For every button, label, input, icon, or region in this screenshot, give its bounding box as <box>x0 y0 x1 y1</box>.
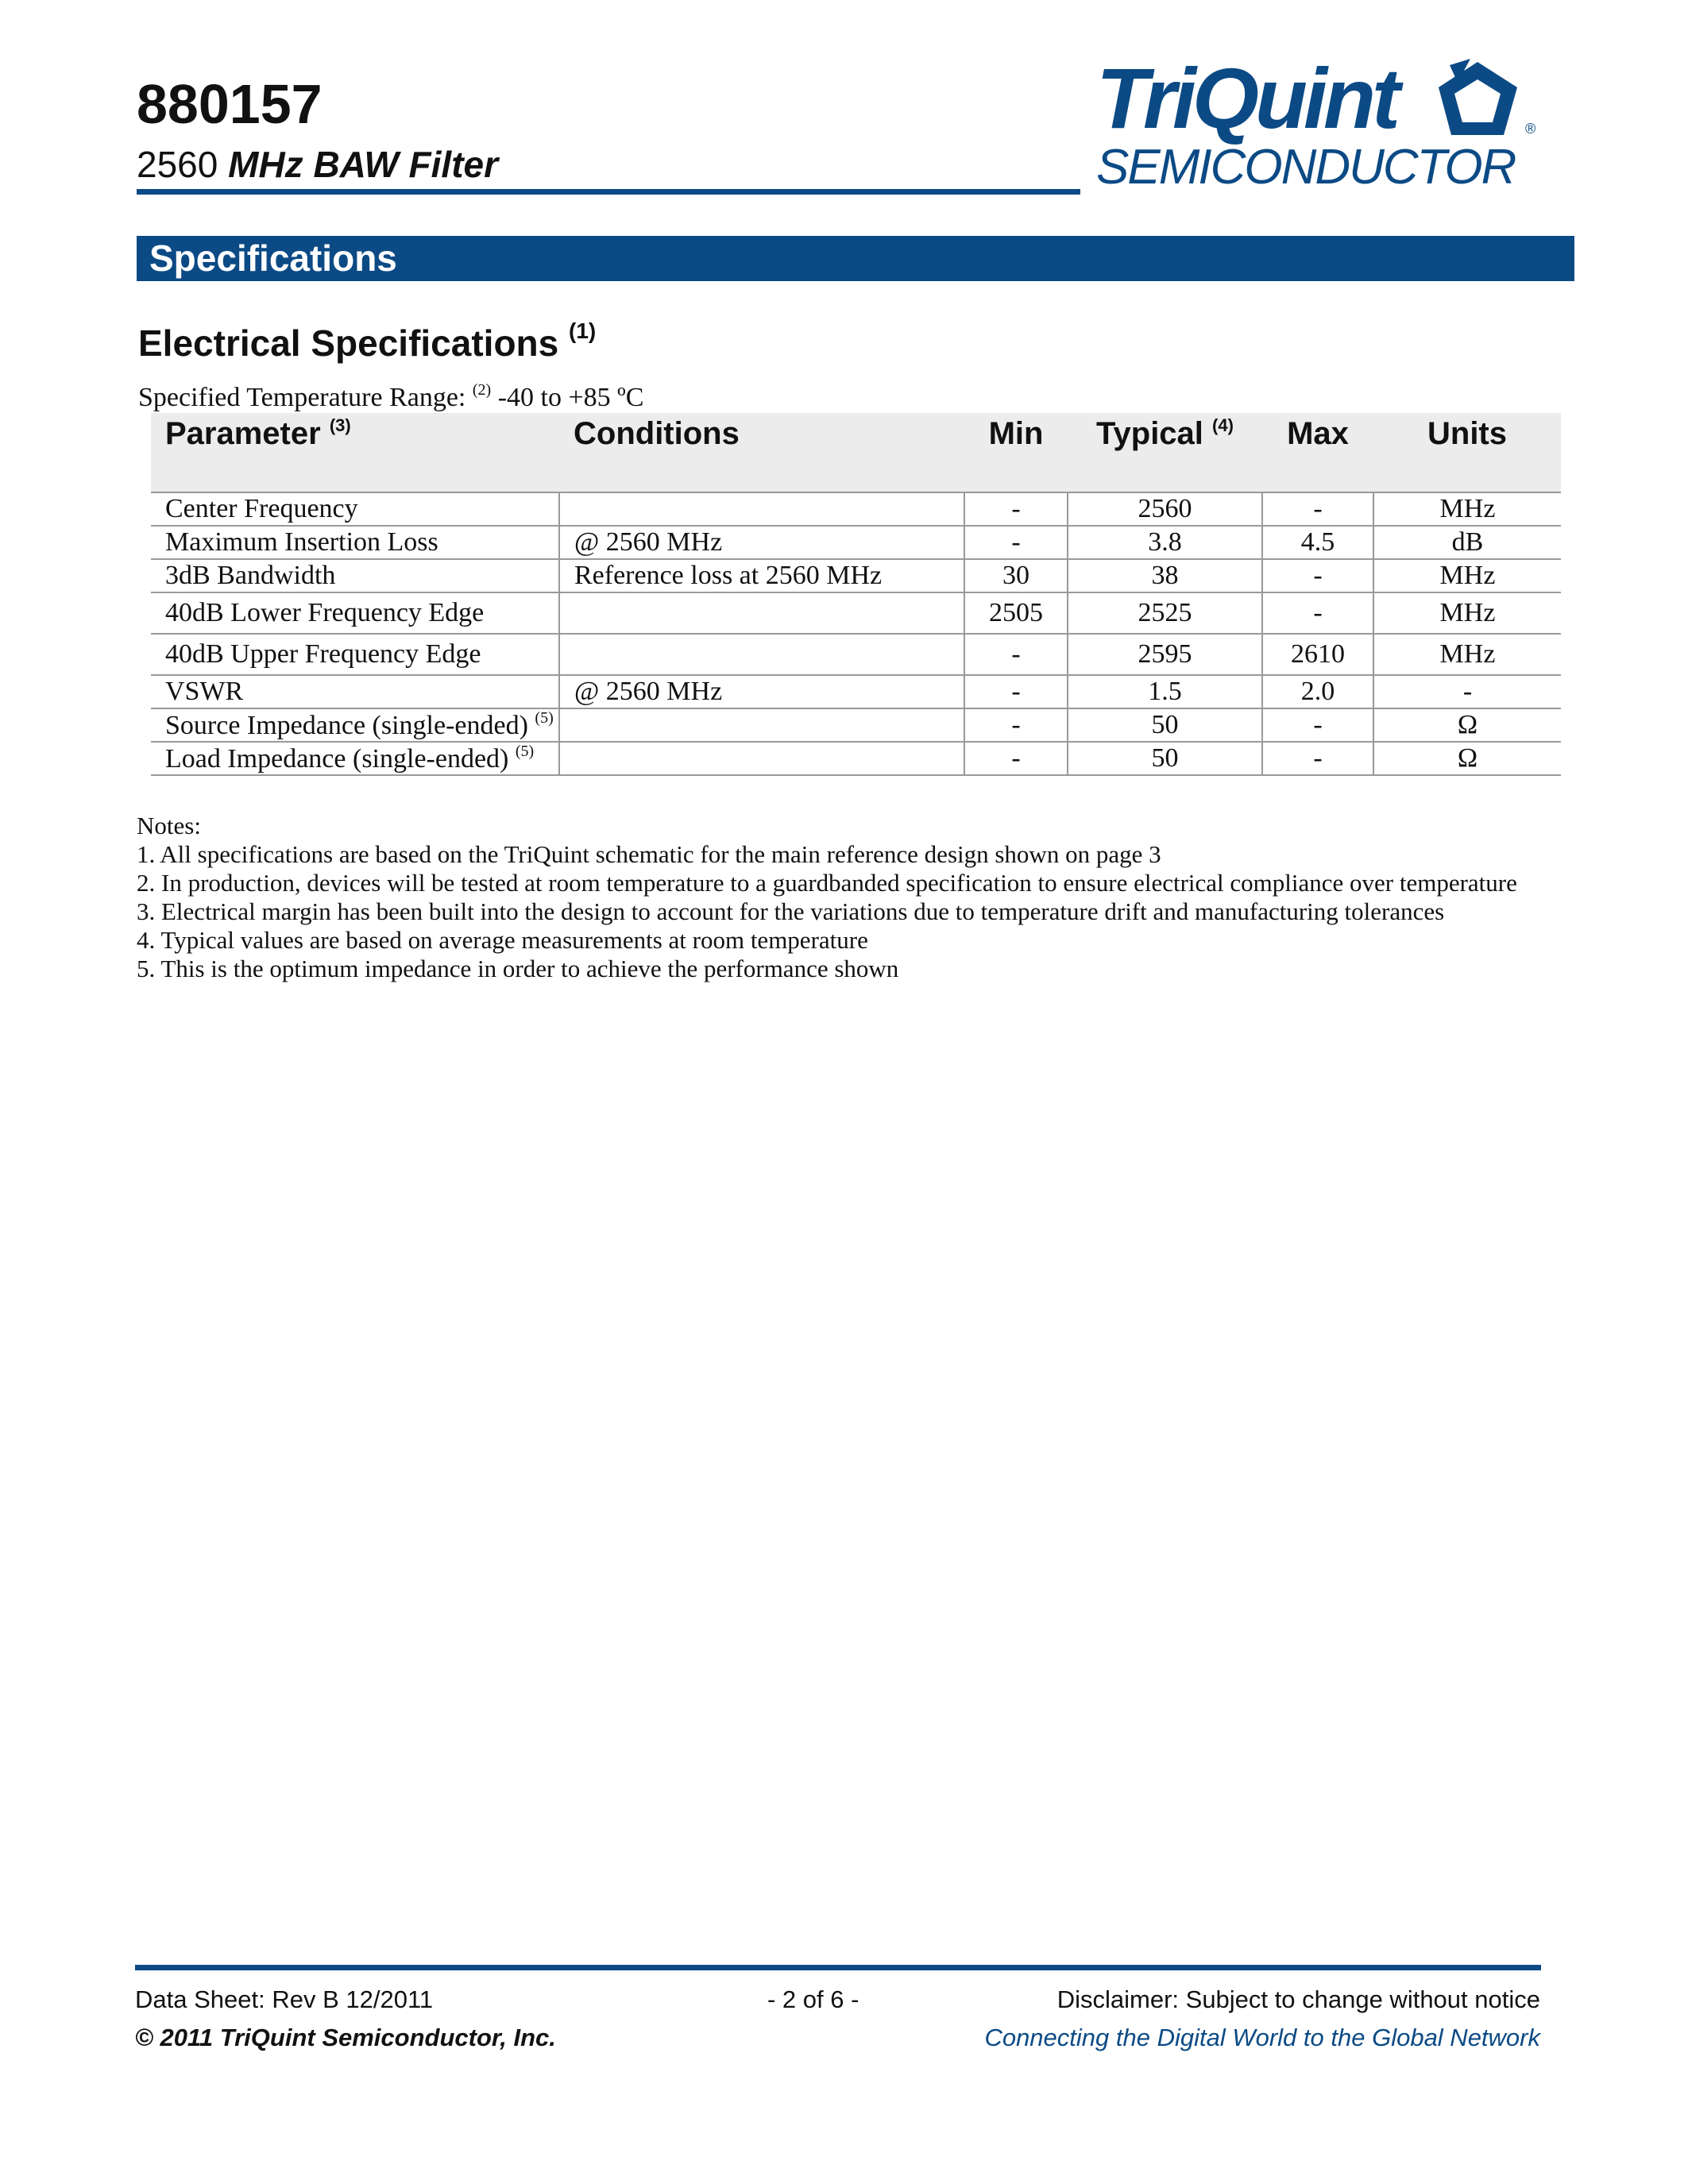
cell-units: - <box>1373 675 1561 708</box>
cell-units: Ω <box>1373 742 1561 775</box>
footnote-ref: (5) <box>535 709 554 727</box>
cell-min: - <box>964 634 1068 675</box>
note-item: 3. Electrical margin has been built into the design to account for the variations due to temperature drift and manufacturing tolerances <box>137 897 1445 925</box>
registered-mark: ® <box>1525 121 1536 137</box>
temperature-footnote-ref: (2) <box>472 381 492 399</box>
electrical-spec-table <box>151 413 1561 776</box>
table-header-row <box>151 413 1561 454</box>
section-header-bar <box>137 236 1574 281</box>
cell-max: - <box>1262 592 1373 634</box>
cell-conditions <box>559 592 964 634</box>
cell-max: - <box>1262 742 1373 775</box>
electrical-heading-text: Electrical Specifications <box>138 322 559 364</box>
cell-typical: 38 <box>1068 559 1262 592</box>
cell-parameter: 40dB Upper Frequency Edge <box>151 634 559 675</box>
cell-min: - <box>964 492 1068 526</box>
pentagon-logo-icon <box>1434 56 1529 143</box>
cell-parameter: Center Frequency <box>151 492 559 526</box>
cell-conditions <box>559 634 964 675</box>
cell-min: 30 <box>964 559 1068 592</box>
footer-copyright: © 2011 TriQuint Semiconductor, Inc. <box>135 2024 556 2051</box>
cell-typical: 2525 <box>1068 592 1262 634</box>
cell-max: 4.5 <box>1262 526 1373 559</box>
cell-max: 2610 <box>1262 634 1373 675</box>
cell-parameter: Load Impedance (single-ended) $^{(5)}$ <box>151 742 559 775</box>
cell-units: MHz <box>1373 634 1561 675</box>
footer-revision: Data Sheet: Rev B 12/2011 <box>135 1985 434 2013</box>
cell-units: MHz <box>1373 592 1561 634</box>
cell-conditions: @ 2560 MHz <box>559 526 964 559</box>
footer-page-number: - 2 of 6 - <box>767 1985 859 2013</box>
cell-max: - <box>1262 559 1373 592</box>
company-logo <box>1096 50 1549 199</box>
cell-min: - <box>964 742 1068 775</box>
footnote-ref: (5) <box>515 743 535 760</box>
electrical-specs-heading <box>138 319 596 364</box>
table-row <box>151 492 1561 526</box>
table-row <box>151 708 1561 742</box>
cell-typical: 1.5 <box>1068 675 1262 708</box>
temperature-label: Specified Temperature Range: <box>138 383 466 412</box>
cell-conditions: Reference loss at 2560 MHz <box>559 559 964 592</box>
header-units: Units <box>1373 413 1561 454</box>
footer-divider <box>135 1965 1541 1970</box>
cell-units: dB <box>1373 526 1561 559</box>
section-title: Specifications <box>149 237 397 279</box>
cell-parameter: 40dB Lower Frequency Edge <box>151 592 559 634</box>
cell-min: - <box>964 675 1068 708</box>
document-subtitle <box>137 146 498 183</box>
cell-units: MHz <box>1373 559 1561 592</box>
cell-parameter: Maximum Insertion Loss <box>151 526 559 559</box>
subtitle-product: MHz BAW Filter <box>228 144 499 185</box>
heading-footnote-ref: (1) <box>569 318 597 343</box>
cell-units: MHz <box>1373 492 1561 526</box>
cell-typical: 50 <box>1068 742 1262 775</box>
header-typical: Typical $^{(4)}$ <box>1068 413 1262 454</box>
table-row <box>151 634 1561 675</box>
note-item: 5. This is the optimum impedance in order to achieve the performance shown <box>137 955 899 982</box>
cell-parameter: 3dB Bandwidth <box>151 559 559 592</box>
cell-parameter: VSWR <box>151 675 559 708</box>
cell-conditions <box>559 742 964 775</box>
cell-min: - <box>964 708 1068 742</box>
notes-section <box>137 812 1517 983</box>
note-item: 2. In production, devices will be tested at room temperature to a guardbanded specification to ensure electrical compliance over temperature <box>137 869 1517 897</box>
cell-max: 2.0 <box>1262 675 1373 708</box>
header-max: Max <box>1262 413 1373 454</box>
part-number: 880157 <box>137 73 323 135</box>
note-item: 4. Typical values are based on average measurements at room temperature <box>137 926 868 954</box>
note-item: 1. All specifications are based on the TriQuint schematic for the main reference design shown on page 3 <box>137 840 1161 868</box>
table-row <box>151 559 1561 592</box>
temperature-value: -40 to +85 ºC <box>497 383 644 412</box>
cell-conditions <box>559 492 964 526</box>
subtitle-frequency: 2560 <box>137 144 218 185</box>
cell-max: - <box>1262 492 1373 526</box>
cell-parameter: Source Impedance (single-ended) $^{(5)}$ <box>151 708 559 742</box>
cell-typical: 2595 <box>1068 634 1262 675</box>
footer-disclaimer: Disclaimer: Subject to change without notice <box>1056 1985 1540 2013</box>
logo-wordmark: TriQuint <box>1096 50 1396 146</box>
cell-typical: 3.8 <box>1068 526 1262 559</box>
cell-conditions <box>559 708 964 742</box>
cell-min: - <box>964 526 1068 559</box>
header-divider <box>137 189 1080 195</box>
cell-min: 2505 <box>964 592 1068 634</box>
header-parameter: Parameter $^{(3)}$ <box>151 413 559 454</box>
header-conditions: Conditions <box>559 413 964 454</box>
table-row <box>151 592 1561 634</box>
notes-title: Notes: <box>137 812 201 839</box>
temperature-range <box>138 381 643 412</box>
footer-tagline: Connecting the Digital World to the Global Network <box>984 2024 1540 2051</box>
logo-subtext: SEMICONDUCTOR <box>1096 140 1516 195</box>
table-row <box>151 526 1561 559</box>
header-min: Min <box>964 413 1068 454</box>
cell-typical: 50 <box>1068 708 1262 742</box>
table-spacer-row <box>151 454 1561 492</box>
cell-units: Ω <box>1373 708 1561 742</box>
table-row <box>151 675 1561 708</box>
cell-typical: 2560 <box>1068 492 1262 526</box>
cell-max: - <box>1262 708 1373 742</box>
cell-conditions: @ 2560 MHz <box>559 675 964 708</box>
table-row <box>151 742 1561 775</box>
